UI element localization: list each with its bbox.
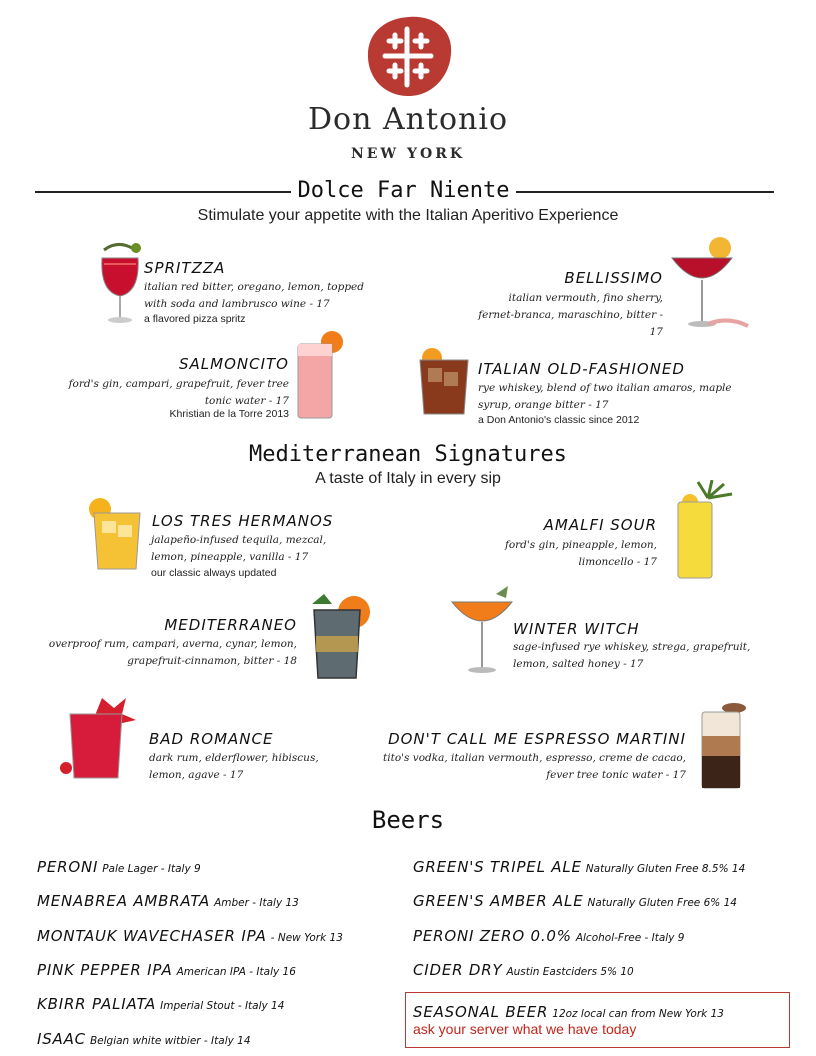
brand-name: Don Antonio [307,102,509,137]
beer-name: MENABREA AMBRATA [37,892,211,910]
beer-desc: Naturally Gluten Free 6% 14 [587,897,737,909]
tiki-mug-icon [302,588,376,686]
cocktail-desc-italian-old-fashioned: rye whiskey, blend of two italian amaros, maple syrup, orange bitter - 17 [478,382,732,411]
seasonal-beer [413,1002,724,1021]
beer-item [37,994,284,1013]
layered-glass-icon [696,700,756,794]
section-title-signatures: Mediterranean Signatures [249,442,567,467]
beer-item [413,960,634,979]
beer-item [413,857,745,876]
beer-name: GREEN'S TRIPEL ALE [413,858,582,876]
seasonal-beer-name: SEASONAL BEER [413,1003,549,1021]
cocktail-note-salmoncito: Khristian de la Torre 2013 [169,408,289,420]
beer-desc: Austin Eastciders 5% 10 [506,966,634,978]
beer-name: MONTAUK WAVECHASER IPA [37,927,267,945]
cocktail-note-los-tres-hermanos: our classic always updated [151,567,277,579]
beer-item [37,926,343,945]
beer-desc: Pale Lager - Italy 9 [102,863,201,875]
cocktail-desc-amalfi-sour: ford's gin, pineapple, lemon, limoncello - 17 [504,539,657,568]
rocks-glass-icon [86,497,146,573]
beer-desc: Imperial Stout - Italy 14 [160,1000,285,1012]
cocktail-desc-bellissimo: italian vermouth, fino sherry, fernet-branca, maraschino, bitter - 17 [478,292,663,338]
cocktail-desc-spritzza: italian red bitter, oregano, lemon, topped with soda and lambrusco wine - 17 [144,281,364,310]
beer-item [37,960,296,979]
rocks-glass-icon [56,694,140,786]
beer-item [413,891,737,910]
cocktail-desc-espresso-martini: tito's vodka, italian vermouth, espresso, creme de cacao, fever tree tonic water - 17 [383,752,686,781]
beer-name: PINK PEPPER IPA [37,961,173,979]
cocktail-name-salmoncito: SALMONCITO [179,355,289,373]
divider-left [35,191,291,193]
coupe-glass-icon [448,584,518,676]
beer-desc: American IPA - Italy 16 [176,966,296,978]
divider-right [516,191,774,193]
cocktail-note-spritzza: a flavored pizza spritz [144,313,246,325]
cocktail-name-italian-old-fashioned: ITALIAN OLD-FASHIONED [478,360,685,378]
cocktail-name-amalfi-sour: AMALFI SOUR [543,516,657,534]
section-title-aperitivo: Dolce Far Niente [297,178,510,203]
beer-name: KBIRR PALIATA [37,995,157,1013]
cocktail-desc-mediterraneo: overproof rum, campari, averna, cynar, lemon, grapefruit-cinnamon, bitter - 18 [48,638,297,667]
cocktail-name-bellissimo: BELLISSIMO [564,269,663,287]
beer-name: ISAAC [37,1030,86,1048]
cocktail-desc-salmoncito: ford's gin, campari, grapefruit, fever tree tonic water - 17 [68,378,289,407]
beer-desc: Amber - Italy 13 [214,897,299,909]
beer-item [37,1029,251,1048]
rocks-glass-icon [414,348,474,418]
spritz-glass-icon [96,240,146,326]
beer-item [37,857,201,876]
cocktail-name-mediterraneo: MEDITERRANEO [164,616,297,634]
cocktail-desc-bad-romance: dark rum, elderflower, hibiscus, lemon, agave - 17 [149,752,319,781]
cocktail-name-bad-romance: BAD ROMANCE [149,730,274,748]
cocktail-note-italian-old-fashioned: a Don Antonio's classic since 2012 [478,414,640,426]
brand-city: NEW YORK [350,146,466,162]
cocktail-name-los-tres-hermanos: LOS TRES HERMANOS [152,512,334,530]
beer-item [413,926,684,945]
beer-name: PERONI [37,858,99,876]
beer-name: PERONI ZERO 0.0% [413,927,572,945]
coupe-glass-icon [668,236,752,332]
beer-desc: Belgian white witbier - Italy 14 [89,1035,251,1047]
cocktail-name-winter-witch: WINTER WITCH [513,620,640,638]
seasonal-beer-note: ask your server what we have today [413,1021,637,1037]
beer-name: CIDER DRY [413,961,503,979]
beer-name: GREEN'S AMBER ALE [413,892,584,910]
cocktail-name-spritzza: SPRITZZA [144,259,226,277]
tall-glass-icon [672,480,742,580]
section-title-beers: Beers [371,806,445,834]
cocktail-desc-winter-witch: sage-infused rye whiskey, strega, grapefruit, lemon, salted honey - 17 [513,641,751,670]
cocktail-desc-los-tres-hermanos: jalapeño-infused tequila, mezcal, lemon, pineapple, vanilla - 17 [151,534,327,563]
highball-glass-icon [292,330,346,422]
logo [365,15,453,97]
beer-desc: Alcohol-Free - Italy 9 [575,932,685,944]
section-subtitle-aperitivo: Stimulate your appetite with the Italian Aperitivo Experience [197,207,619,224]
seasonal-beer-desc: 12oz local can from New York 13 [552,1008,724,1020]
beer-desc: Naturally Gluten Free 8.5% 14 [585,863,746,875]
cocktail-name-espresso-martini: DON'T CALL ME ESPRESSO MARTINI [388,730,686,748]
section-subtitle-signatures: A taste of Italy in every sip [315,470,501,487]
beer-desc: - New York 13 [270,932,343,944]
beer-item [37,891,299,910]
